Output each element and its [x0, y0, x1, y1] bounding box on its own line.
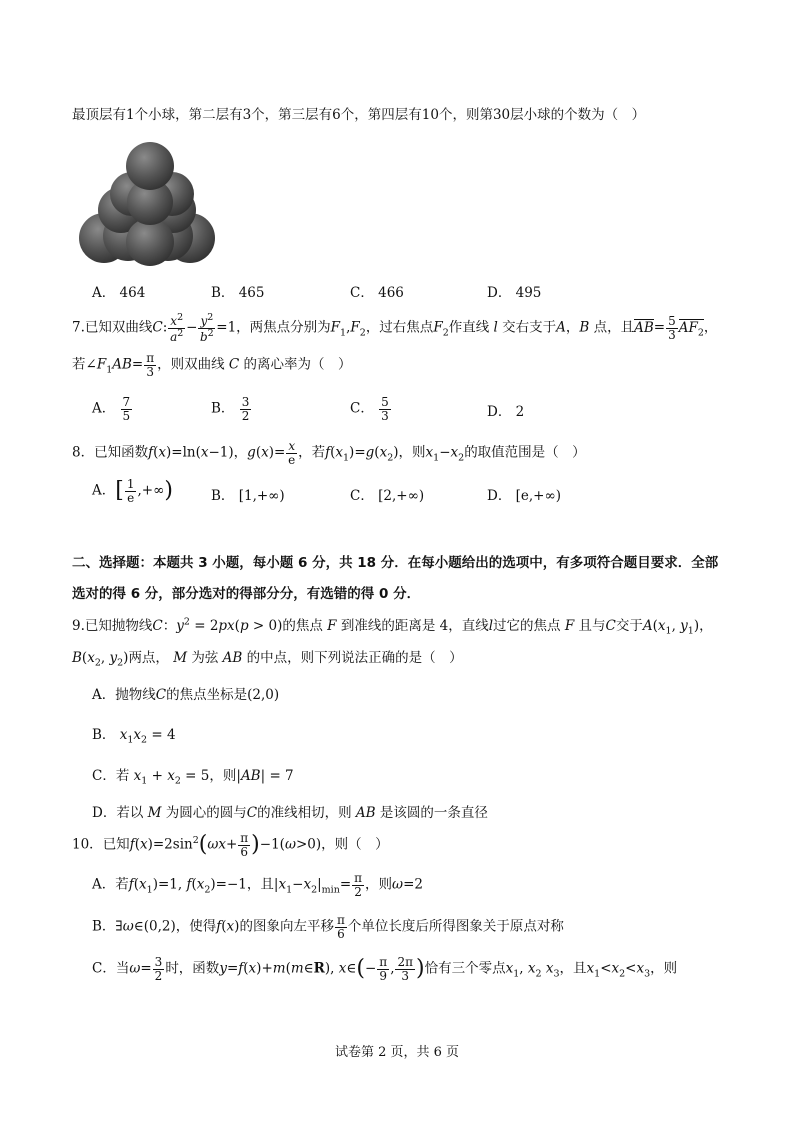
q8-option-b: B． [1,+∞): [211, 488, 285, 504]
q6-option-d: D． 495: [487, 285, 542, 301]
q9-option-c: C．若 $x_1 + x_2 = 5$，则|AB| = 7: [92, 768, 294, 787]
q7-option-c: C． $\frac{5}{3}$: [350, 395, 389, 423]
q8-option-d: D． [e,+∞): [487, 488, 561, 504]
section2-heading-line2: 选对的得 6 分，部分选对的得部分分，有选错的得 0 分．: [72, 586, 421, 602]
q9-option-b: B． $x_1x_2 = 4$: [92, 727, 176, 746]
q7-option-d: D． 2: [487, 404, 525, 420]
q7-stem-line1: 7.已知双曲线C: $\frac{x^2}{a^2}$ − $\frac{y^2}{b^2}$ =1，两焦点分别为$F_1,F_2$，过右焦点$F_2$作直线 l 交右支于A，B 点，且AB= $\frac{5}{3}$ $AF_2$，: [72, 312, 718, 344]
q10-option-c: C．当ω= $\frac{3}{2}$ 时，函数y=f(x)+m(m∈R), x∈(− $\frac{\pi}{9}$ , $\frac{2\pi}{3}$ )恰有三个零点$x_1$, $x_2$ $x_3$，且$x_1<x_2<x_3$，则: [92, 955, 678, 983]
q8-option-a: A．[ $\frac{1}{e}$ ,+∞): [92, 477, 173, 505]
ball-pyramid-figure: [76, 138, 218, 268]
section2-heading-line1: 二、选择题：本题共 3 小题，每小题 6 分，共 18 分．在每小题给出的选项中，有多项符合题目要求．全部: [72, 555, 719, 571]
q10-stem: 10．已知$f(x)=2\sin^2(\omega x+$ $\frac{\pi}{6}$ )−1(ω>0)，则（ ）: [72, 831, 389, 859]
q9-option-a: A．抛物线C的焦点坐标是(2,0): [92, 687, 280, 703]
q9-stem-line2: $B(x_2$, $y_2$)两点， M 为弦 AB 的中点，则下列说法正确的是（ ）: [72, 650, 463, 669]
q6-stem: 最顶层有1个小球，第二层有3个，第三层有6个，第四层有10个，则第30层小球的个数为（ ）: [72, 107, 646, 123]
q6-option-a: A． 464: [92, 285, 146, 301]
q10-option-a: A．若$f(x_1)=1$, $f(x_2)=-1$，且$|x_1-x_2|_{min}=$ $\frac{\pi}{2}$ ，则ω=2: [92, 871, 423, 899]
top-ball: [126, 142, 174, 190]
q7-option-a: A． $\frac{7}{5}$: [92, 395, 131, 423]
q9-option-d: D．若以 M 为圆心的圆与C的准线相切，则 AB 是该圆的一条直径: [92, 805, 488, 821]
q6-option-c: C． 466: [350, 285, 404, 301]
q7-stem-line2: 若$\angle F_1AB=$ $\frac{\pi}{3}$ ，则双曲线 C 的离心率为（ ）: [72, 351, 352, 379]
q8-option-c: C． [2,+∞): [350, 488, 425, 504]
q10-option-b: B．∃ω∈(0,2)，使得f(x)的图象向左平移 $\frac{\pi}{6}$ 个单位长度后所得图象关于原点对称: [92, 913, 564, 941]
q9-stem-line1: 9.已知抛物线C：$y^2 = 2px(p > 0)$的焦点 F 到准线的距离是 4，直线l过它的焦点 F 且与C交于$A(x_1$, $y_1$)，: [72, 616, 713, 637]
q8-stem: 8．已知函数f(x)=ln(x−1)，g(x)= $\frac{x}{e}$ ，若$f(x_1)=g(x_2)$，则$x_1-x_2$的取值范围是（ ）: [72, 439, 586, 467]
q6-option-b: B． 465: [211, 285, 265, 301]
q7-option-b: B． $\frac{3}{2}$: [211, 395, 250, 423]
ball: [126, 218, 174, 266]
page-footer: 试卷第 2 页，共 6 页: [334, 1045, 460, 1060]
